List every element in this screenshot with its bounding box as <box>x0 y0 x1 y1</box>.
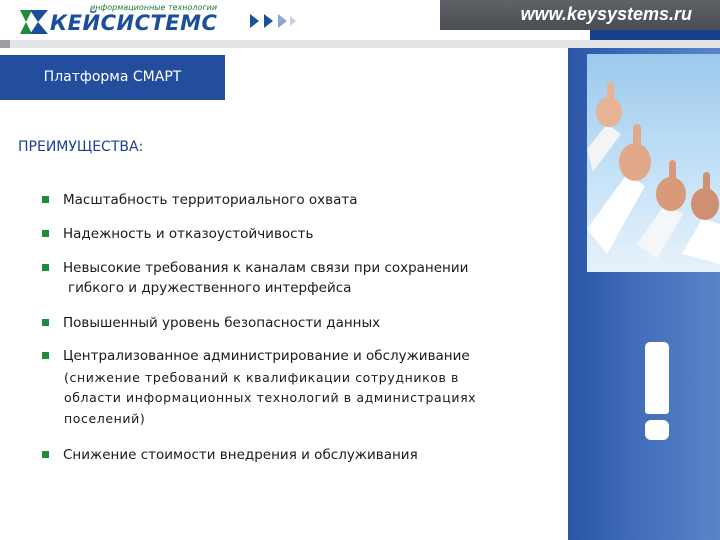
list-item-text: Централизованное администрирование и обслуживание <box>63 348 470 364</box>
slide-title: Платформа СМАРТ <box>43 69 182 85</box>
list-item-continuation: гибкого и дружественного интерфейса <box>68 280 352 296</box>
bullet-marker <box>42 230 49 237</box>
logo-subtitle: информационные технологии <box>90 3 218 12</box>
logo-name: КЕЙСИСТЕМС <box>50 11 218 35</box>
list-item-text: Масштабность территориального охвата <box>63 192 358 208</box>
thumbs-up-photo <box>587 54 720 272</box>
bullet-marker <box>42 451 49 458</box>
list-item-note: области информационных технологий в администрациях <box>64 390 477 405</box>
header-rule-corner <box>0 40 10 48</box>
exclamation-icon <box>645 342 669 414</box>
list-item-text: Невысокие требования к каналам связи при сохранении <box>63 260 469 276</box>
bullet-marker <box>42 319 49 326</box>
list-item-text: Повышенный уровень безопасности данных <box>63 315 381 331</box>
website-band <box>440 0 720 30</box>
list-item-text: Надежность и отказоустойчивость <box>63 226 314 242</box>
thumbs-up-illustration <box>587 54 720 272</box>
bullet-marker <box>42 352 49 359</box>
logo-mark-icon <box>18 8 50 36</box>
list-item-note: (снижение требований к квалификации сотрудников в <box>64 370 459 385</box>
title-box <box>0 55 225 100</box>
list-item-note: поселений) <box>64 411 146 426</box>
bullet-marker <box>42 264 49 271</box>
list-item-text: Снижение стоимости внедрения и обслуживания <box>63 447 418 463</box>
bullet-marker <box>42 196 49 203</box>
company-logo[interactable] <box>18 2 246 38</box>
header-rule <box>0 40 720 48</box>
forward-arrows-icon <box>250 13 298 29</box>
website-url[interactable]: www.keysystems.ru <box>520 4 692 24</box>
header <box>0 0 720 40</box>
exclamation-dot <box>645 420 669 440</box>
advantages-heading: ПРЕИМУЩЕСТВА: <box>18 139 144 155</box>
